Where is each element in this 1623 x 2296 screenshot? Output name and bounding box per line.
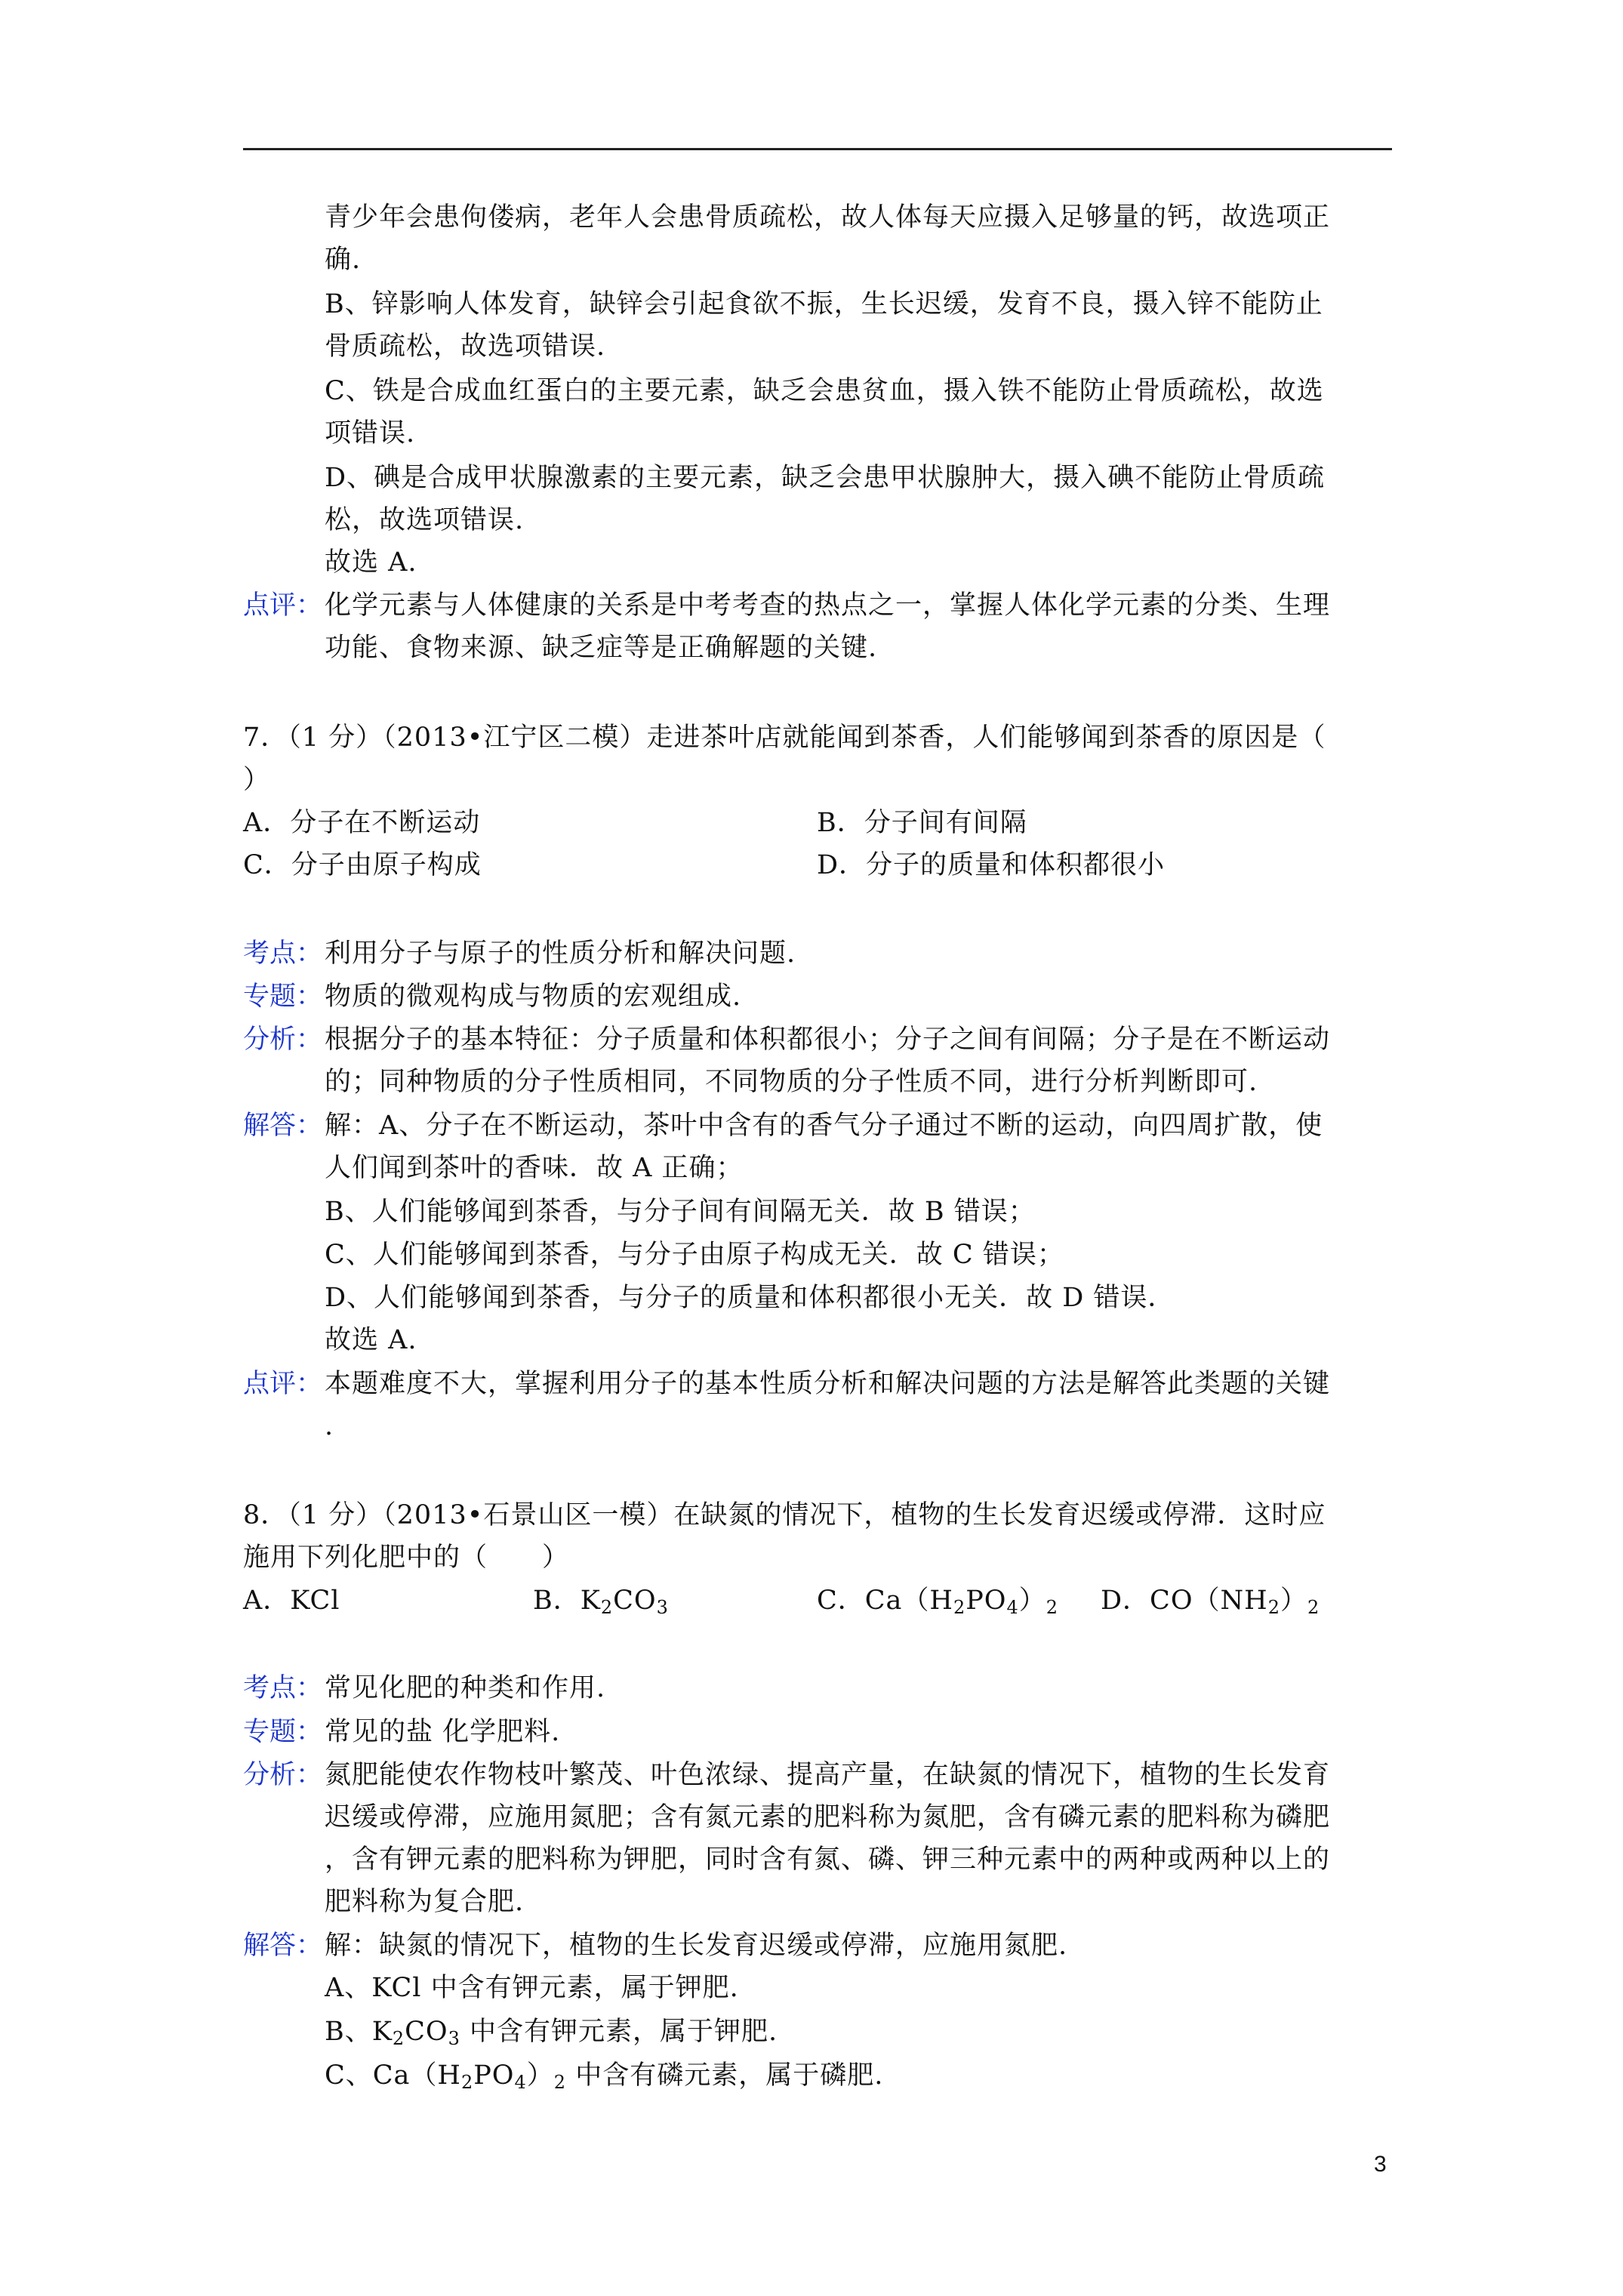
q7-comment-line: .: [325, 1411, 334, 1441]
q6-comment-line: 化学元素与人体健康的关系是中考考查的热点之一，掌握人体化学元素的分类、生理: [325, 590, 1331, 621]
q7-stem: 7．（1 分）（2013•江宁区二模）走进茶叶店就能闻到茶香，人们能够闻到茶香的原因是（: [243, 723, 1326, 753]
q8-analysis-label: 分析：: [243, 1760, 323, 1790]
q8-topic: 常见化肥的种类和作用.: [325, 1673, 606, 1703]
q6-answer: 故选 A.: [325, 547, 417, 578]
q8-option-c: C．$Ca(H_2PO_4)_2$: [817, 1586, 1059, 1618]
q6-option-c-line: 项错误.: [325, 418, 416, 448]
q6-option-d-line: 松，故选项错误.: [325, 505, 525, 535]
q6-line: 确.: [325, 245, 362, 275]
q8-stem: 8．（1 分）（2013•石景山区一模）在缺氮的情况下，植物的生长发育迟缓或停滞．这时应: [243, 1500, 1326, 1530]
page-number: 3: [1374, 2152, 1387, 2177]
q7-solution-line: 人们闻到茶叶的香味．故 A 正确；: [325, 1153, 744, 1183]
q8-solution-line: B、$K_2CO_3$ 中含有钾元素，属于钾肥.: [325, 2017, 778, 2049]
q8-analysis-line: 迟缓或停滞，应施用氮肥；含有氮元素的肥料称为氮肥，含有磷元素的肥料称为磷肥: [325, 1802, 1331, 1832]
q7-subject-label: 专题：: [243, 982, 323, 1012]
q7-solution-line: C、人们能够闻到茶香，与分子由原子构成无关．故 C 错误；: [325, 1240, 1064, 1270]
q8-analysis-line: ，含有钾元素的肥料称为钾肥，同时含有氮、磷、钾三种元素中的两种或两种以上的: [325, 1845, 1331, 1875]
q7-option-c: C．分子由原子构成: [243, 850, 482, 880]
q6-option-c-line: C、铁是合成血红蛋白的主要元素，缺乏会患贫血，摄入铁不能防止骨质疏松，故选: [325, 376, 1324, 406]
q7-solution-line: B、人们能够闻到茶香，与分子间有间隔无关．故 B 错误；: [325, 1197, 1036, 1227]
q8-subject: 常见的盐 化学肥料.: [325, 1717, 561, 1747]
q7-solution-line: 解：A、分子在不断运动，茶叶中含有的香气分子通过不断的运动，向四周扩散，使: [325, 1111, 1323, 1141]
q8-option-a: A．KCl: [243, 1586, 340, 1616]
q6-line: 青少年会患佝偻病，老年人会患骨质疏松，故人体每天应摄入足够量的钙，故选项正: [325, 202, 1331, 233]
q7-analysis-line: 根据分子的基本特征：分子质量和体积都很小；分子之间有间隔；分子是在不断运动: [325, 1025, 1331, 1055]
q7-solution-line: D、人们能够闻到茶香，与分子的质量和体积都很小无关．故 D 错误．: [325, 1283, 1175, 1313]
q7-stem: ）: [243, 765, 271, 795]
q8-analysis-line: 肥料称为复合肥.: [325, 1887, 525, 1917]
q7-option-a: A．分子在不断运动: [243, 808, 481, 838]
q7-option-b: B．分子间有间隔: [817, 808, 1027, 838]
q8-solution-line: 解：缺氮的情况下，植物的生长发育迟缓或停滞，应施用氮肥.: [325, 1931, 1068, 1961]
q7-answer: 故选 A.: [325, 1325, 417, 1355]
q6-option-b-line: 骨质疏松，故选项错误.: [325, 331, 606, 362]
q7-comment-line: 本题难度不大，掌握利用分子的基本性质分析和解决问题的方法是解答此类题的关键: [325, 1369, 1331, 1399]
q6-comment-line: 功能、食物来源、缺乏症等是正确解题的关键.: [325, 633, 878, 663]
q6-comment-label: 点评：: [243, 590, 323, 621]
q7-subject: 物质的微观构成与物质的宏观组成.: [325, 982, 742, 1012]
q8-option-d: D．$CO(NH_2)_2$: [1101, 1586, 1320, 1618]
q7-topic-label: 考点：: [243, 938, 323, 969]
q8-solution-line: A、KCl 中含有钾元素，属于钾肥.: [325, 1973, 739, 2003]
q8-solution-line: C、$Ca(H_2PO_4)_2$ 中含有磷元素，属于磷肥.: [325, 2060, 884, 2093]
header-rule: [243, 148, 1392, 150]
q7-analysis-line: 的；同种物质的分子性质相同，不同物质的分子性质不同，进行分析判断即可.: [325, 1067, 1258, 1097]
q7-analysis-label: 分析：: [243, 1025, 323, 1055]
q8-subject-label: 专题：: [243, 1717, 323, 1747]
q8-solution-label: 解答：: [243, 1931, 323, 1961]
q8-option-b: B．$K_2CO_3$: [533, 1586, 669, 1618]
q7-solution-label: 解答：: [243, 1111, 323, 1141]
q7-comment-label: 点评：: [243, 1369, 323, 1399]
q8-analysis-line: 氮肥能使农作物枝叶繁茂、叶色浓绿、提高产量，在缺氮的情况下，植物的生长发育: [325, 1760, 1331, 1790]
q7-option-d: D．分子的质量和体积都很小: [817, 850, 1166, 880]
q8-topic-label: 考点：: [243, 1673, 323, 1703]
q8-stem: 施用下列化肥中的（ ）: [243, 1542, 570, 1573]
q6-option-d-line: D、碘是合成甲状腺激素的主要元素，缺乏会患甲状腺肿大，摄入碘不能防止骨质疏: [325, 463, 1326, 493]
q7-topic: 利用分子与原子的性质分析和解决问题.: [325, 938, 796, 969]
q6-option-b-line: B、锌影响人体发育，缺锌会引起食欲不振，生长迟缓，发育不良，摄入锌不能防止: [325, 289, 1323, 319]
